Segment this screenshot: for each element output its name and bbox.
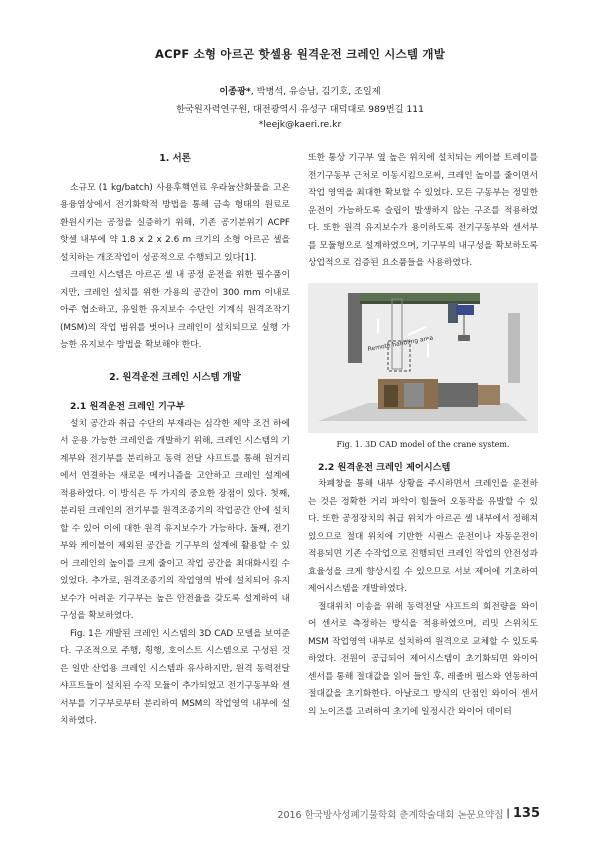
section-heading-intro: 1. 서론 bbox=[159, 153, 191, 164]
figure-caption: Fig. 1. 3D CAD model of the crane system. bbox=[336, 439, 510, 449]
page-number: 135 bbox=[512, 806, 540, 821]
left-column bbox=[60, 150, 290, 731]
section-heading-dev: 2. 원격운전 크레인 시스템 개발 bbox=[109, 371, 241, 383]
dev-paragraph-4: 차폐창을 통해 내부 상황을 주시하면서 크레인을 운전하는 것은 정확한 거리 파악이 힘들어 오동작을 유발할 수 있다. 또한 공정장치의 취급 위치가 아르곤 셀 내부에서 정해져 있으므로 절대 위치에 기반한 시퀀스 운전이나 자동운전이 적용되면 기존 수작업으로 진행되던 크레인 작업의 안전성과 효율성을 크게 향상시킬 수 있으므로 서보 제어에 기초하여 제어시스템을 개발하였다. bbox=[308, 479, 538, 594]
co-authors: , 박병석, 유승남, 김기호, 조일제 bbox=[250, 86, 381, 97]
dev-paragraph-1: 설치 공간과 취급 수단의 부재라는 심각한 제약 조건 하에서 운용 가능한 크레인을 개발하기 위해, 크레인 시스템의 기계부와 전기부를 분리하고 동력 전달 샤프트를 통해 원거리에서 연결하는 새로운 메커니즘을 고안하고 크레인 설계에 적용하였다. 이 방식은 두 가지의 중요한 장점이 있다. 첫째, 분리된 크레인의 전기부를 원격조종기의 작업공간 안에 설치할 수 있어 이에 대한 원격 유지보수가 가능하다. 둘째, 전기부와 케이블이 제외된 공간을 기구부의 설계에 활용할 수 있어 크레인의 높이를 크게 줄이고 작업 공간을 최대화시킬 수 있었다. 추가로, 원격조종기의 작업영역 밖에 설치되어 유지보수가 어려운 기구부는 높은 안전율을 갖도록 설계하여 내구성을 확보하였다. bbox=[60, 418, 290, 621]
lead-author: 이종광 bbox=[219, 86, 246, 97]
figure-crane-cad bbox=[308, 283, 538, 433]
dev-paragraph-5: 절대위치 이송을 위해 동력전달 샤프트의 회전량을 와이어 센서로 측정하는 방식을 적용하였으며, 리밋 스위치도 MSM 작업영역 내부로 설치하여 원격으로 교체할 수 있도록 하였다. 전원이 공급되어 제어시스템이 초기화되면 와이어 센서를 통해 절대값을 읽어 들인 후, 레졸버 펄스와 연동하여 절대값을 초기화한다. 아날로그 방식의 단점인 와이어 센서의 노이즈를 고려하여 초기에 일정시간 와이어 데이터 bbox=[308, 601, 538, 717]
page-footer bbox=[277, 806, 540, 821]
affiliation: 한국원자력연구원, 대전광역시 유성구 대덕대로 989번길 111 bbox=[176, 104, 424, 115]
dev-paragraph-2: Fig. 1은 개발된 크레인 시스템의 3D CAD 모델을 보여준다. 구조적으로 주행, 횡행, 호이스트 시스템으로 구성된 것은 일반 산업용 크레인 시스템과 유사하지만, 원격 동력전달 샤프트들이 설치된 수직 모듈이 추가되었고 전기구동부와 센서부를 기구부로부터 분리하여 MSM의 작업영역 내부에 설치하였다. bbox=[60, 628, 290, 726]
intro-paragraph-2: 크레인 시스템은 아르곤 셀 내 공정 운전을 위한 필수품이지만, 크레인 설치를 위한 가용의 공간이 300 mm 이내로 아주 협소하고, 유일한 유지보수 수단인 기계식 원격조작기(MSM)의 작업 범위를 벗어나 크레인이 설치되므로 실행 가능한 유지보수 방법을 확보해야 한다. bbox=[60, 270, 290, 350]
right-column bbox=[308, 150, 538, 721]
subsection-heading-2-1: 2.1 원격운전 크레인 기구부 bbox=[70, 401, 185, 412]
footer-separator: | bbox=[506, 808, 510, 819]
footer-text: 2016 한국방사성폐기물학회 춘계학술대회 논문요약집 bbox=[277, 809, 504, 821]
remote-handling-area-label: Remote handling area bbox=[367, 334, 434, 353]
dev-paragraph-3: 또한 통상 기구부 옆 높은 위치에 설치되는 케이블 트레이를 전기구동부 근처로 이동시킴으로써, 크레인 높이를 줄이면서 작업 영역을 최대한 확보할 수 있었다. 모든 구동부는 정밀한 운전이 가능하도록 슬립이 발생하지 않는 구조를 적용하였다. 또한 원격 유지보수가 용이하도록 전기구동부와 센서부를 모듈형으로 설계하였으며, 기구부의 내구성을 확보하도록 상업적으로 검증된 요소품들을 사용하였다. bbox=[308, 153, 538, 268]
subsection-heading-2-2: 2.2 원격운전 크레인 제어시스템 bbox=[318, 461, 451, 473]
crane-cad-drawing bbox=[308, 283, 538, 433]
corresponding-mark: * bbox=[245, 86, 251, 97]
intro-paragraph-1: 소규모 (1 kg/batch) 사용후핵연료 우라늄산화물을 고온 용융염상에서 전기화학적 방법을 통해 금속 형태의 원료로 환원시키는 공정을 실증하기 위해, 기존 공기분위기 ACPF 핫셀 내부에 약 1.8 x 2 x 2.6 m 크기의 소형 아르곤 셀을 설치하는 개조작업이 성공적으로 수행되고 있다[1]. bbox=[60, 182, 290, 263]
paper-title: ACPF 소형 아르곤 핫셀용 원격운전 크레인 시스템 개발 bbox=[154, 47, 446, 61]
author-list bbox=[0, 83, 600, 97]
contact-email: *leejk@kaeri.re.kr bbox=[258, 119, 342, 130]
